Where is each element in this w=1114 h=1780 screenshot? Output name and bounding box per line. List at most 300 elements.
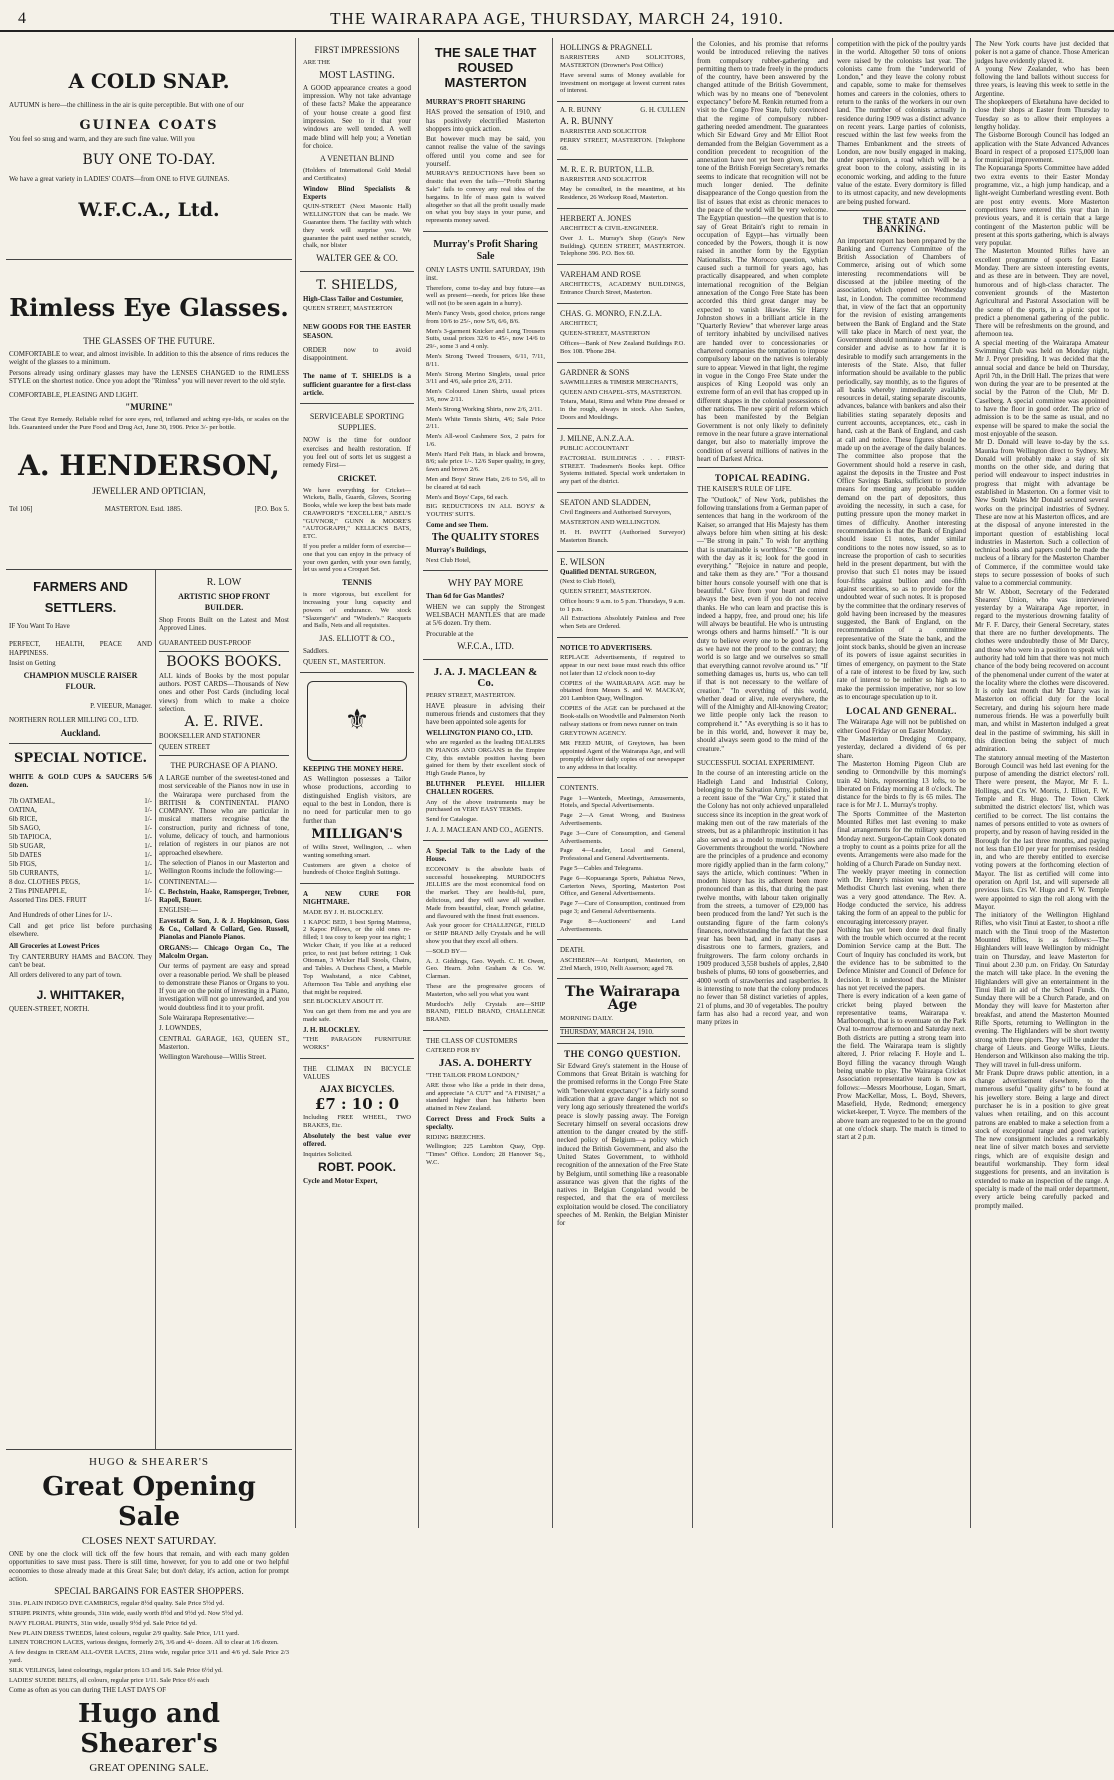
ad-brand: VAREHAM AND ROSE <box>560 270 641 280</box>
ad-text: QUEEN STREET, MASTERTON <box>303 305 393 313</box>
ad-text: Have several sums of Money available for investment on mortgage at lowest current rates of interest. <box>560 71 685 95</box>
ad-text: who are regarded as the leading DEALERS IN PIANOS AND ORGANS in the Empire City, this enviable position having been gained for them by their excellent stock of High Grade Pianos, by <box>426 738 545 778</box>
grocery-item: 5lb CURRANTS, <box>9 869 59 878</box>
ad-heading: DEATH. <box>560 946 585 955</box>
newspaper-title: THE WAIRARAPA AGE, THURSDAY, MARCH 24, 1910. <box>330 9 784 28</box>
ad-text: A. R. BUNNY <box>560 106 602 115</box>
ad-text: PERRY STREET, MASTERTON. <box>426 691 516 699</box>
ad-text: COPIES of the AGE can be purchased at the Book-stalls on Woodville and Palmerston North railway stations or from news runner on train <box>560 705 685 728</box>
ad-text: NEW GOODS FOR THE EASTER SEASON. <box>303 323 411 340</box>
article-text: In the course of an interesting article on the Hadleigh Land and Industrial Colony, belonging to the Salvation Army, published in a recent issue of the "War Cry," it stated that the Colony has not only achieved unparalleled success since its inception in the great work of making men out of the raw materials of the streets, but as a philanthropic institution it has also served as a model to municipalities and Governments throughout the world. "Nowhere are the principles of a prudence and economy more rigidly applied than in the farm colony," says the article, which continues: "When in modern history has its adherent been more pronounced than as this, that during the past twelve months, with labour taken originally from the streets, a turnover of £29,000 has been produced from the land? Yet such is the outstanding figure of the farm colony's finances, notwithstanding the fact that the past year has been bad, and in many cases a disastrous one to farmers, graziers, and fruitgrowers. The farm colony orchards in 1909 produced 3,558 bushels of apples, 2,840 bushels of plums, 60 tons of gooseberries, and 4000 worth of strawberries and raspberries. It is interesting to note that the colony produces no fewer than 58 distinct varieties of apples, 21 of plums, and 30 of vegetables. The poultry farm has also had a record year, and won many prizes in <box>697 769 828 1027</box>
notices <box>557 638 688 778</box>
grocery-price: 1/- <box>144 869 152 878</box>
price-item: Men's Strong Tweed Trousers, 6/11, 7/11, 8/11. <box>426 352 545 368</box>
ad-text: QUEEN ST., MASTERTON. <box>303 657 386 666</box>
ad-text: COPIES of the WAIRARAPA AGE may be obtained from Messrs S. and W. MACKAY, 201 Lambton Quay, Wellington. <box>560 679 685 703</box>
ad-text: GUARANTEED DUST-PROOF <box>159 638 252 647</box>
grocery-price: 1/- <box>144 860 152 869</box>
ad-text <box>560 106 685 115</box>
grocery-row <box>9 842 152 851</box>
editorial-masthead <box>557 979 688 1044</box>
ad-heading: BOOKS BOOKS. <box>166 653 282 670</box>
ad-heading: WHY PAY MORE <box>447 578 524 590</box>
ad-subheading: A VENETIAN BLIND <box>319 154 395 164</box>
page-number: 4 <box>18 10 26 27</box>
doherty-tailor-ad <box>423 1031 548 1173</box>
ad-brand: W.F.C.A., LTD. <box>457 640 514 651</box>
article-heading: THE CONGO QUESTION. <box>564 1049 681 1060</box>
bargain-item: LADIES' SUEDE BELTS, all colours, regular price 1/11. Sale Price 6½ each <box>9 1676 210 1684</box>
ad-heading: CONTENTS. <box>560 784 599 793</box>
ad-brand: ROBT. POOK. <box>317 1160 396 1175</box>
ad-text: QUEEN-STREET, MASTERTON <box>560 330 651 338</box>
grocery-row <box>9 851 152 860</box>
ad-text: AS Wellington possesses a Tailor whose productions, according to distinguished English visitors, are equal to the best in London, there is no need for particular men to go further than <box>303 775 411 825</box>
ad-text: Sole Wairarapa Representative:— <box>159 1013 254 1022</box>
ad-text: Procurable at the <box>426 629 474 638</box>
ad-heading: SPECIAL NOTICE. <box>14 750 147 766</box>
ad-text: Wellington; 225 Lambton Quay, Opp. "Times" Office. London; 28 Hanover Sq., W.C. <box>426 1143 545 1166</box>
gardner-card <box>557 363 688 429</box>
elliott-sporting-ad <box>300 404 414 673</box>
ad-text: MASTERTON. Estd. 1885. <box>104 505 183 514</box>
grocery-row <box>9 797 152 806</box>
ad-text: Window Blind Specialists & Experts <box>303 184 411 202</box>
article-subheading: THE KAISER'S RULE OF LIFE. <box>697 485 792 494</box>
ad-brand: A. R. BUNNY <box>560 116 614 127</box>
coat-of-arms-icon: ⚜ <box>307 681 407 761</box>
ad-text: BARRISTER AND SOLICITOR <box>560 127 647 135</box>
contents-item: Page 1—Wanteds, Meetings, Amusements, Hotels, and Special Advertisements. <box>560 794 685 810</box>
article-text: The "Outlook," of New York, publishes the following translations from a German paper of sentences that hang in the workroom of the Kaiser, so arranged that His Majesty has them always before him when sitting at his desk:—"Be strong in pain." To wish for anything that is unattainable is worthless." "Be content with the day as it is; look for the good in everything." "Rejoice in nature and people, and take them as they are." "For a thousand bitter hours console yourself with one that is beautiful." Give from your heart and mind always the best, even if you do not receive thanks. He who can learn and practise this is indeed a happy, free, and proud one; his life will always be beautiful. He who is untrusting wrongs others and harms himself." "It is our duty to believe every one to be good as long as we have not the proof to the contrary; the world is so large and we ourselves so small that everything cannot revolve around us." "If something damages us, hurts us, who can tell if that is not necessary to the welfare of creation." "In everything of this world, whether dead or alive, rule everywhere, the will of the Almighty and All-knowing Creator; we little people only lack the reason to comprehend it." "As everything is so it has to be in this world, and, however it may be, should always seem good to the mind of the creature." <box>697 495 828 753</box>
ad-text: FACTORIAL BUILDINGS . . . FIRST-STREET. Tradesmen's Books kept. Office Systems initiated. Special work undertaken in any part of the district. <box>560 454 685 486</box>
bargain-item: New PLAIN DRESS TWEEDS, latest colours, regular 2/9 quality. Sale Price, 1/11 yard. <box>9 1629 240 1637</box>
ad-brand: J. A. J. MACLEAN & Co. <box>433 665 538 689</box>
ad-text: CATERED FOR BY <box>426 1047 481 1055</box>
ad-subheading: CHAMPION MUSCLE RAISER FLOUR. <box>23 671 138 692</box>
ad-text: Inquiries Solicited. <box>303 1150 353 1158</box>
ad-text: "THE TAILOR FROM LONDON," <box>426 1072 520 1080</box>
ad-heading: HUGO & SHEARER'S <box>88 1456 210 1468</box>
ad-text: ECONOMY is the absolute basis of successful housekeeping. MURDOCH'S JELLIES are the most economical food on the market. They are health-ful, pure, delicious, and they will save all weather. Made from beautiful, clear, French gelatine, and flavoured with the finest fruit essences. <box>426 865 545 920</box>
ad-text: PUBLIC ACCOUNTANT <box>560 445 629 453</box>
column-6 <box>835 38 968 1528</box>
article-heading: THE STATE AND BANKING. <box>862 215 941 235</box>
ad-text: C. Bechstein, Haake, Ramsperger, Trebner, Rapoli, Bauer. <box>159 887 289 905</box>
ad-text: The name of T. SHIELDS is a sufficient guarantee for a first-class article. <box>303 372 411 398</box>
ad-subheading: "MURINE" <box>125 402 173 413</box>
ad-text: All orders delivered to any part of town. <box>9 971 122 980</box>
ad-subheading: Than 6d for Gas Mantles? <box>426 592 505 601</box>
ad-text: is more vigorous, but excellent for increasing your lung capacity and powers of endurance. We stock "Slazenger's" and "Wisden's." Racquets and Balls, Nets and all requisites. <box>303 591 411 630</box>
ad-heading: FIRST IMPRESSIONS <box>314 45 400 55</box>
ad-brand: A. E. RIVE. <box>184 714 264 731</box>
ad-text: Over J. L. Murray's Shop (Gray's New Building). QUEEN STREET, MASTERTON. Telephone 396. P.O. Box 60. <box>560 234 685 258</box>
ad-brand: Hugo and Shearer's <box>78 1698 220 1759</box>
ad-text: And Hundreds of other Lines for 1/-. <box>9 911 113 920</box>
ad-text: —SOLD BY— <box>426 947 467 955</box>
ad-heading: BUY ONE TO-DAY. <box>82 151 216 168</box>
ad-brand: The QUALITY STORES <box>431 532 540 544</box>
divider <box>837 210 966 211</box>
column-rule <box>692 38 693 1528</box>
ad-text: BARRISTER AND SOLICITOR <box>560 176 647 184</box>
column-rule <box>552 38 553 1528</box>
ad-text: ARE those who like a pride in their dress, and appreciate "A CUT" and "A FINISH," a standard higher than has hitherto been attained in New Zealand. <box>426 1081 545 1113</box>
ad-subheading: SPECIAL BARGAINS FOR EASTER SHOPPERS. <box>54 1586 244 1597</box>
burton-card <box>557 160 688 209</box>
bargain-item: SILK VEILINGS, latest colourings, regular prices 1/3 and 1/6. Sale Price 6½d yd. <box>9 1666 223 1674</box>
ad-text: Office hours: 9 a.m. to 5 p.m. Thursdays, 9 a.m. to 1 p.m. <box>560 597 685 613</box>
blockley-ad <box>300 884 414 1059</box>
grocery-row <box>9 815 152 824</box>
grocery-price: 1/- <box>144 851 152 860</box>
ad-text: May be consulted, in the meantime, at his Residence, 26 Worksop Road, Masterton. <box>560 186 685 201</box>
ad-text: Including FREE WHEEL, TWO BRAKES, Etc. <box>303 1114 411 1130</box>
ad-text: QUEEN STREET, MASTERTON. <box>560 587 652 595</box>
ad-text: H. H. PAVITT (Authorised Surveyor) Masterton Branch. <box>560 528 685 544</box>
bargain-item: STRIPE PRINTS, white grounds, 31in wide, easily worth 8½d and 9½d yd. Now 5½d yd. <box>9 1609 243 1617</box>
ad-brand: J. WHITTAKER, <box>36 988 125 1003</box>
grocery-row <box>9 806 152 815</box>
ad-text: J. LOWNDES, <box>159 1024 202 1033</box>
bargain-item: 31in. PLAIN INDIGO DYE CAMBRICS, regular 8½d quality. Sale Price 5½d yd. <box>9 1600 224 1608</box>
jones-card <box>557 209 688 265</box>
ad-heading: A Special Talk to the Lady of the House. <box>426 847 545 864</box>
ad-brand: GARDNER & SONS <box>560 367 630 377</box>
ad-text: Saddlers. <box>303 647 329 656</box>
ad-text: COMFORTABLE to wear, and almost invisible. In addition to this the absence of rims reduces the weight of the glasses to a minimum. <box>9 350 289 367</box>
price-item: Men's 3-garment Knicker and Long Trousers Suits, usual prices 32/6 to 45/-, now 14/6 to 29/-, some 3 and 4 only. <box>426 327 545 351</box>
article-text: competition with the pick of the poultry yards in the world. Altogether 50 tons of onions were raised by the colonists last year. The colonists came from the "underworld of London," and they leave the colony robust and capable, some to make for themselves homes and careers in the colonies, others to return to the ranks of the workers in our own land. The number of colonists actually in residence during 1909 was a distinct advance on recent years. Large parties of colonists, rescued within the last few weeks from the Thames Embankment and the streets of London, are now busily engaged in making, under supervision, a road which will be a great boon to the colony, assisting in its economic working, and adding to the future value of the estate. Every dormitory is filled to its utmost capacity, and new developments are being pushed forward. <box>837 40 966 206</box>
ad-text: Try CANTERBURY HAMS and BACON. They can't be beat. <box>9 952 152 969</box>
ad-heading: MOST LASTING. <box>319 69 395 81</box>
divider <box>9 743 152 744</box>
column-rule <box>970 38 971 1528</box>
ad-brand: T. SHIELDS, <box>316 278 398 294</box>
ad-heading: Great Opening Sale <box>42 1472 256 1532</box>
price-item: Men's All-wool Cashmere Sox, 2 pairs for 1/6. <box>426 433 545 448</box>
ad-text: HAVE pleasure in advising their numerous friends and customers that they have been appointed sole agents for <box>426 701 545 727</box>
grocery-price: 1/- <box>144 833 152 842</box>
ad-subheading: MURRAY'S PROFIT SHARING <box>426 98 526 106</box>
ad-subheading: ARTISTIC SHOP FRONT BUILDER. <box>178 592 270 612</box>
wilson-dental-card <box>557 552 688 638</box>
ad-subheading: AJAX BICYCLES. <box>319 1084 395 1095</box>
ad-text: MASTERTON AND WELLINGTON. <box>560 519 661 527</box>
ad-text: G. H. CULLEN <box>640 106 685 115</box>
ad-text: But however much may be said, you cannot realise the value of the savings offered until you come and see for yourself. <box>426 135 545 169</box>
article-heading: LOCAL AND GENERAL. <box>846 706 957 717</box>
ad-text: SEE BLOCKLEY ABOUT IT. <box>303 998 384 1006</box>
ad-text: MURRAY'S REDUCTIONS have been so drastic that even the tails—"Profit Sharing Sale" fails to convey any real idea of the bargains. In life of mass gain is waived altogether so that all the profit usually made on what you buy stays in your purse, and represents money saved. <box>426 170 545 225</box>
column-rule <box>832 38 833 1528</box>
contents-box <box>557 778 688 940</box>
ad-subheading: THE GLASSES OF THE FUTURE. <box>83 336 215 346</box>
ad-heading: SETTLERS. <box>44 600 117 615</box>
ad-text: J. A. J. MACLEAN AND CO., AGENTS. <box>426 825 544 834</box>
grocery-item: 2 Tins PINEAPPLE, <box>9 887 67 896</box>
article-text: Sir Edward Grey's statement in the House of Commons that Great Britain is watching for the promised reforms in the Congo Free State with "benevolent expectancy" is a fairly sound indication that a grave danger which not so very long ago seriously threatened the world's peace is slowly passing away. The Foreign Secretary himself on several occasions drew attention to the danger created by the stiff-necked policy of Belgium—a policy which induced the British Government, and also the United States Government, to withhold recognition of the annexation of the Free State by Belgium, until something like a reasonable assurance was given that the rights of the natives in Belgian Congoland would be respected, and that the era of merciless exploitation would be closed. The conciliatory speeches of M. Renkin, the Belgian Minister for <box>557 1061 688 1228</box>
column-rule <box>295 38 296 1528</box>
milne-card <box>557 429 688 493</box>
ad-subheading: ONLY LASTS UNTIL SATURDAY, 19th inst. <box>426 265 545 283</box>
ad-text: Send for Catalogue. <box>426 816 478 824</box>
ad-text: A GOOD appearance creates a good impression. Why not take advantage of these facts? Make the appearance of your house create a good first impression. See to it that your windows are well tended. A well made blind will help you; a Venetian for choice. <box>303 83 411 150</box>
ad-text: Qualified DENTAL SURGEON, <box>560 567 657 576</box>
monro-card <box>557 304 688 362</box>
death-notice <box>557 940 688 979</box>
divider <box>697 467 828 468</box>
price-item: Men's Strong Merino Singlets, usual price 3/11 and 4/6, sale price 2/6, 2/11. <box>426 370 545 386</box>
contents-item: Page 5—Cables and Telegrams. <box>560 865 643 873</box>
ad-text: P. VIEEUR, Manager. <box>90 702 152 711</box>
ad-brand: WALTER GEE & CO. <box>316 253 398 264</box>
grocery-row <box>9 860 152 869</box>
ad-text: Shop Fronts Built on the Latest and Most Approved Lines. <box>159 616 289 633</box>
grocery-item: 5lb SAGO, <box>9 824 41 833</box>
ad-brand: JAS. ELLIOTT & CO., <box>319 634 395 644</box>
ad-heading: FARMERS AND <box>33 579 128 594</box>
ad-text: SAWMILLERS & TIMBER MERCHANTS, <box>560 378 678 386</box>
ad-text: We have a great variety in LADIES' COATS—from ONE to FIVE GUINEAS. <box>9 174 230 183</box>
ad-text: ARE THE <box>303 59 331 66</box>
ad-text: WELLINGTON PIANO CO., LTD. <box>426 728 533 737</box>
ad-subheading: CLOSES NEXT SATURDAY. <box>81 1535 217 1547</box>
ad-text: Offices—Bank of New Zealand Buildings P.O. Box 108. 'Phone 284. <box>560 339 685 355</box>
grocery-price: 1/- <box>144 806 152 815</box>
ad-text: Therefore, come to-day and buy future—as well as present—needs, for prices like these will not (to be seen again in a hurry). <box>426 284 545 308</box>
milligan-ad <box>300 673 414 884</box>
price-item: Men and Boys' Straw Hats, 2/6 to 5/6, all to be cleared at 6d each <box>426 476 545 491</box>
ad-text: Call and get price list before purchasing elsewhere. <box>9 921 152 938</box>
divider <box>159 651 289 652</box>
editorial-date: THURSDAY, MARCH 24, 1910. <box>560 1027 685 1037</box>
gas-mantles-ad <box>423 571 548 659</box>
price-item: Men's Fancy Vests, good choice, prices range from 10/6 to 25/-, now 5/6, 6/6, 8/6. <box>426 309 545 325</box>
ad-text: ASCHBERN—At Kuripuni, Masterton, on 23rd March, 1910, Nelli Asserson; aged 78. <box>560 956 685 972</box>
ad-heading: THE CLASS OF CUSTOMERS <box>426 1036 518 1045</box>
ad-text: REPLACE Advertisements, if required to appear in our next issue must reach this office not later than 12 o'clock noon to-day <box>560 654 685 677</box>
ad-heading: R. LOW <box>206 577 242 588</box>
ad-text: Eavestaff & Son, J. & J. Hopkinson, Goss & Co., Collard & Collard, Geo. Russell, Pianolas and Pianolo Pianos. <box>159 916 289 942</box>
ad-heading: THE SALE THAT ROUSED MASTERTON <box>434 45 537 90</box>
grocery-row <box>9 824 152 833</box>
ad-heading: KEEPING THE MONEY HERE. <box>303 764 404 773</box>
price-item: Men's Strong Working Shirts, now 2/6, 2/11. <box>426 405 543 413</box>
ad-brand: M. R. E. R. BURTON, LL.B. <box>560 164 655 174</box>
ad-text: Ask your grocer for CHALLENGE, FIELD or SHIP BRAND Jelly Crystals and he will show you that they excel all others. <box>426 922 545 945</box>
article-text: An important report has been prepared by the Banking and Currency Committee of the British Association of Chambers of Commerce, arising out of which some interesting recommendations will be discussed at the jubilee meeting of the association, which opened on Wednesday last, in London. The committee recommend that, in view of the fact that an opportunity for the revision of existing arrangements between the Bank of England and the State will take place in March of next year, the Government should nominate a committee to consider and advise as to how far it is desirable to modify such arrangements in the interests of the State. Also, that fuller information should be available to the public periodically, say monthly, as to the figures of all banks whereby immediately available resources in detail, stating separate discounts, advances, balance with bankers and also their liabilities stating separately deposits and current accounts, acceptances, etc., cash in hand, cash at the Bank of England, and cash at call and notice. These figures should be made up on the average of the daily balances. The committee also propose that the Government should hold a reserve in cash, against the deposits in the Trustee and Post Office Savings Banks, sufficient to provide means for meeting any probable sudden demand on the part of depositors, thus avoiding the necessity, in such a case, for putting pressure upon the money market in times of difficulty. Another interesting recommendation is that the Bank of England should issue £1 notes, under similar conditions to the notes now issued, so as to increase the proportion of cash to securities held in the present department, but with the proviso that such £1 notes may be issued four-fifths against bullion and one-fifth against securities, so as to provide for the undoubted wear of such notes. It is proposed by the committee that the ordinary reserves of gold having been increased by the measures suggested, the Bank of England, on the recommendation of a committee representative of the State the bank, and the joint stock banks, should be given an increase of its powers of issue against securities in times of emergency, on payment to the State of a rate of interest to be fixed by law, such rate of interest to be neither so high as to make the permission imperative, nor so low as to encourage speculation up to it. <box>837 236 966 701</box>
ad-text: Come and see Them. <box>426 521 489 530</box>
ad-text: NOW is the time for outdoor exercises and health restoration. If you feel out of sorts let us suggest a remedy First— <box>303 436 411 470</box>
ad-text: We have everything for Cricket—Wickets, Balls, Guards, Gloves, Scoring Books, while we keep the best bats made CRAWFORD'S "EXCELLER," ABEL'S "GUVNOR," GUNN & MOORE'S "AUTOGRAPH," KELLICK'S BATS, ETC. <box>303 486 411 541</box>
ad-text: Murray's Buildings, <box>426 546 487 555</box>
price-label: £7 : 10 : 0 <box>314 1095 400 1114</box>
contents-item: Page 4—Leader, Local and General, Professional and General Advertisements. <box>560 847 685 863</box>
column-3 <box>421 38 550 1528</box>
bargain-item: NAVY FLORAL PRINTS, 31in wide, usually 9½d yd. Sale Price 6d yd. <box>9 1619 197 1627</box>
ad-text: ARCHITECT, <box>560 320 598 328</box>
ad-text: You can get them from me and you are made safe. <box>303 1008 411 1024</box>
ad-heading: THE PURCHASE OF A PIANO. <box>170 760 278 770</box>
ad-text: [P.O. Box 5. <box>254 505 289 514</box>
ad-brand: JAS. A. DOHERTY <box>438 1057 533 1070</box>
grocery-price: 1/- <box>144 878 152 887</box>
ad-heading: SERVICEABLE SPORTING SUPPLIES. <box>309 412 405 433</box>
ad-text: ONE by one the clock will tick off the few hours that remain, and with each many golden opportunities to save must pass. There is still time, however, for you to add one or two helpful economies to those already made at this Great Sale; but don't delay, it's action, action for prompt action. <box>9 1550 289 1583</box>
ad-text: All Extractions Absolutely Painless and Free when Sets are Ordered. <box>560 615 685 631</box>
grocery-item: 7lb OATMEAL, <box>9 797 55 806</box>
price-item: Men's Hard Felt Hats, in black and browns, 8/6; sale price 1/-. 12/6 Super quality, in grey, fawn and brown 2/6. <box>426 450 545 474</box>
ad-text: AUTUMN is here—the chilliness in the air is quite perceptible. But with one of our <box>9 101 244 109</box>
grocery-row <box>9 869 152 878</box>
ad-text: NORTHERN ROLLER MILLING CO., LTD. <box>9 716 139 725</box>
column-rule <box>418 38 419 1528</box>
ad-text: "THE PARAGON FURNITURE WORKS" <box>303 1036 411 1051</box>
grocery-row <box>9 833 152 842</box>
article-text: The Wairarapa Age will not be published on either Good Friday or on Easter Monday. The Masterton Dredging Company, yesterday, declared a dividend of 6s per share. The Masterton Homing Pigeon Club are sending to Ormondville by this morning's train 42 birds, representing 13 lofts, to be liberated on Friday morning at 8 o'clock. The distance for the birds to fly is 65 miles. The race is for Mr J. L. Murray's trophy. The Sports Committee of the Masterton Mounted Rifles met last evening to make final arrangements for the military sports on Monday next. Surgeon-Captain Cook donated a trophy to count as a points prize for all the events. Arrangements were also made for the holding of a Church Parade on Sunday next. The weekly prayer meeting in connection with Dr. Henry's mission was held at the Methodist Church last evening, when there was a very good attendance. The Rev. A. Hodge conducted the service, his address taking the form of an appeal to the public for encouraging intercessory prayer. Nothing has yet been done to deal finally with the trouble which occurred at the recent Dominion Service camp at the Butt. The Court of Inquiry has concluded its work, but the evidence has to be submitted to the Defence Minister and Council of Defence for decision. It is understood that the Minister has not yet received the papers. There is every indication of a keen game of cricket being played between the representative teams, Wairarapa v. Marlborough, that is to eventuate on the Park Oval to-morrow afternoon and Saturday next. Both districts are putting a strong team into the field. The Wairarapa team is slightly altered, J. Prior relacing F. Hoyle and L. Boyd filling the vacancy through Waugh being unable to play. The Wairarapa Cricket Association representative team is now as follows:—Messrs Moorhouse, Logan, Smart, Prow MacKellar, Moss, L. Boyd, Shevers, Masefield, Hyde, Redmond; emergency wicket-keeper, T. Voyce. The members of the above team are requested to be on the ground at one o'clock sharp. The match is timed to start at 2 p.m. <box>837 718 966 1142</box>
ad-brand: A. HENDERSON, <box>18 449 280 483</box>
vareham-card <box>557 265 688 304</box>
ad-text: QUIN-STREET (Next Masonic Hall) WELLINGTON that can be made. We Guarantee them. The facility with which they work will surprise you. We guarantee the paint used neither scratch, chalk, nor blister <box>303 203 411 250</box>
ad-text: MORNING DAILY. <box>560 1015 614 1023</box>
ad-text: Absolutely the best value ever offered. <box>303 1131 411 1149</box>
wfca-coats-ad <box>6 38 292 260</box>
ad-text: PERRY STREET, MASTERTON. [Telephone 68. <box>560 137 685 153</box>
ad-text: Totara, Matai, Rimu and White Pine dressed or in the rough, always in stock. Also Sashes, Doors and Mouldings. <box>560 398 685 421</box>
ad-heading: A NEW CURE FOR NIGHTMARE. <box>303 890 411 907</box>
ad-text: ORGANS:— Chicago Organ Co., The Malcolm Organ. <box>159 943 289 960</box>
grocery-list <box>9 797 152 905</box>
maclean-pianos-ad <box>423 660 548 841</box>
ad-text: All Groceries at Lowest Prices <box>9 942 100 951</box>
ad-text: Customers are given a choice of hundreds of Choice English Suitings. <box>303 861 411 877</box>
column-1-lower <box>6 570 292 1450</box>
column-2 <box>298 38 416 1528</box>
ad-text: A. J. Giddings, Geo. Wyeth. C. H. Owen, Geo. Hearn. John Graham & Co. W. Clarman. <box>426 957 545 981</box>
column-1b <box>156 570 292 1449</box>
hollings-card <box>557 38 688 102</box>
ad-text: QUEEN STREET <box>159 742 211 751</box>
ad-text: CENTRAL GARAGE, 163, QUEEN ST., Masterton. <box>159 1034 289 1051</box>
ad-text: IF You Want To Have <box>9 622 70 630</box>
contents-item: Page 6—Kopuaranga Sports, Pahiatua News, Carterton News, Sporting, Masterton Post Office, and General Advertisements. <box>560 874 685 898</box>
ad-text: COMFORTABLE, PLEASING AND LIGHT. <box>9 391 138 400</box>
ad-text: ARCHITECT & CIVIL-ENGINEER. <box>560 224 659 232</box>
grocery-price: 1/- <box>144 896 152 905</box>
ad-text: Civil Engineers and Authorised Surveyors, <box>560 509 672 517</box>
ad-text: BARRISTERS AND SOLICITORS, MASTERTON (Drowner's Post Office) <box>560 54 685 70</box>
ad-brand: J. MILNE, A.N.Z.A.A. <box>560 433 634 443</box>
murray-prices-ad <box>423 232 548 572</box>
price-item: Men's White Tennis Shirts, 4/6; Sale Price 2/11. <box>426 415 545 431</box>
ad-subheading: CRICKET. <box>337 473 377 483</box>
hugo-shearer-ad <box>6 1450 292 1780</box>
price-item: Men's Coloured Linen Shirts, usual prices 3/6, now 2/11. <box>426 388 545 403</box>
ad-text: Correct Dress and Frock Suits a specialty. <box>426 1115 545 1132</box>
ad-heading: NOTICE TO ADVERTISERS. <box>560 643 652 652</box>
column-7 <box>973 38 1111 1528</box>
ad-text: RIDING BREECHES. <box>426 1133 486 1141</box>
grocery-price: 1/- <box>144 815 152 824</box>
grocery-item: Assorted Tins DES. FRUIT <box>9 896 87 905</box>
ad-heading: Murray's Profit Sharing Sale <box>433 238 538 262</box>
ad-text: ALL kinds of Books by the most popular authors. POST CARDS—Thousands of New ones and other Post Cards (including local views) from which to make a choice selection. <box>159 671 289 714</box>
ad-brand: MILLIGAN'S <box>311 826 403 842</box>
ad-text: A LARGE number of the sweetest-toned and most serviceable of the Pianos now in use in the Wairarapa were purchased from the BRITISH & CONTINENTAL PIANO COMPANY. Those who are particular in musical matters recognise that the construction, purity and richness of tone, volume, delicacy of touch, and harmonious relation of registers in our pianos are not approached elsewhere. <box>159 773 289 857</box>
seaton-card <box>557 493 688 551</box>
ad-subheading: Auckland. <box>60 727 101 738</box>
ad-text: High-Class Tailor and Costumier, <box>303 295 403 304</box>
ad-text: (Next to Club Hotel), <box>560 578 616 586</box>
ad-text: MADE BY J. H. BLOCKLEY. <box>303 908 384 916</box>
ad-subheading: JEWELLER AND OPTICIAN, <box>92 486 206 497</box>
ad-text: WHITE & GOLD CUPS & SAUCERS 5/6 dozen. <box>9 772 152 790</box>
ad-brand: HERBERT A. JONES <box>560 213 632 223</box>
ad-text: BLUTHNER PLEYEL HILLIER CHALLEN ROGERS. <box>426 779 545 797</box>
bargain-item: LINEN TORCHON LACES, various designs, formerly 2/6, 3/6 and 4/- dozen. All to clear at 1/6 dozen. <box>9 1639 279 1647</box>
ad-text: BOOKSELLER AND STATIONER <box>159 732 261 741</box>
masthead <box>0 0 1114 32</box>
editorial-title: The Wairarapa Age <box>564 984 681 1014</box>
grocery-item: 5lb TAPIOCA, <box>9 833 52 842</box>
grocery-price: 1/- <box>144 842 152 851</box>
ad-text: Wellington Warehouse—Willis Street. <box>159 1053 267 1062</box>
article-heading: TOPICAL READING. <box>714 473 811 484</box>
ad-text: The Great Eye Remedy. Reliable relief for sore eyes, red, inflamed and aching eye-lids, or scales on the lids. Guaranteed under the Pure Food and Drug Act, June 30, 1906. Price 3/- per bottle. <box>9 416 289 432</box>
ad-brand: HOLLINGS & PRAGNELL <box>560 43 652 52</box>
ad-text: QUEEN-STREET, NORTH. <box>9 1005 90 1014</box>
article-text: the Colonies, and his promise that reforms would be introduced relieving the natives from compulsory rubber-gathering and permitting them to trade freely in the products of the country, have been answered by the changed attitude of the British Government, which was by no means one of "benevolent expectancy" before M. Renkin returned from a visit to the Congo Free State, fully convinced that the regime of compulsory rubber-gathering needed amendment. The guarantees which Sir Edward Grey and Mr Elliot Root demanded from the Belgian Government as a condition precedent to recognition of the annexation have not yet been given, but the tone of the British Foreign Secretary's remarks seems to indicate that recognition will not be much longer denied. The definite disappearance of the Congo question from the list of issues that exist as chronic menaces to the peace of the world will be very welcome. The Egyptian question—the question that is to say of Great Britain's right to remain in occupation of Egypt—has virtually been conceded by the Powers, though it is now raised in another form by the Egyptian Nationalists. The Morocco question, which caused such a turmoil for years ago, has practically disappeared, and when complete international recognition of the Belgian annexation of the Congo Free State has been accorded this third great danger may be expected to vanish likewise. Sir Harry Johnston shows in a brilliant article in the "Quarterly Review" that wherever large areas of territory inhabited by uncivilised natives are handed over to concessionaries or chartered companies the temptation to impose compulsory labour on the natives is tolerably sure to appear. Viewed in that light, the regime in vogue in the Congo Free State under the auspices of King Leopold was only an extreme form of an evil that has cropped up in different shapes in the colonial possessions of other nations. The new spirit of reform which has been manifested by the Belgian Government is not only likely to definitely remove in the near future a grave international danger, but also to materially improve the condition of several millions of natives in the heart of Darkest Africa. <box>697 40 828 463</box>
grocery-price: 1/- <box>144 824 152 833</box>
ad-text: (Holders of International Gold Medal and Certificates) <box>303 167 411 182</box>
ad-text: Tel 106] <box>9 505 33 514</box>
ad-text: Persons already using ordinary glasses may have the LENSES CHANGED to the RIMLESS STYLE on the shortest notice. Once you adopt the "Rimless" you will never revert to the old style. <box>9 368 289 385</box>
ad-text: Next Club Hotel, <box>426 556 471 564</box>
bunny-card <box>557 102 688 160</box>
column-4 <box>555 38 690 1528</box>
contents-item: Page 8—Auctioneers' and Land Advertisements. <box>560 917 685 933</box>
venetian-blind-ad <box>300 38 414 272</box>
grocery-item: OATINA, <box>9 806 37 815</box>
rimless-glasses-ad <box>6 260 292 570</box>
column-5 <box>695 38 830 1528</box>
ad-text: Insist on Getting <box>9 658 56 667</box>
grocery-row <box>9 896 152 905</box>
column-1a <box>6 570 156 1449</box>
ad-text: 1 KAPOC BED, 1 best Spring Mattress, 2 Kapoc Pillows, or the old ones re-filled; 1 tea cosy to keep your tea right; 1 Wicker Chair, if you like at a reduced price, to rest just before retiring; 1 Oak Ottoman, 3 Wicker Hall Stools, Chairs, and Tables. A Duchess Chest, a Marble Top Washstand, a nice Cabinet, Afternoon Tea Table and anything else that might be required. <box>303 918 411 996</box>
ad-text: Any of the above instruments may be purchased on VERY EASY TERMS. <box>426 798 545 814</box>
ad-heading: A COLD SNAP. <box>68 69 230 93</box>
article-subheading: SUCCESSFUL SOCIAL EXPERIMENT. <box>697 758 815 767</box>
ad-brand: SEATON AND SLADDEN, <box>560 498 651 508</box>
grocery-row <box>9 878 152 887</box>
column-1 <box>6 38 292 1774</box>
ad-text: Our terms of payment are easy and spread over a reasonable period. We shall be pleased to demonstrate these Pianos or Organs to you. If you are on the point of investing in a Piano, investigation will not go unrewarded, and you would doubtless find it to your profit. <box>159 962 289 1012</box>
ad-brand: J. H. BLOCKLEY. <box>303 1025 360 1034</box>
divider <box>159 755 289 756</box>
ad-subheading: TENNIS <box>342 578 372 588</box>
grocery-item: 5lb FIGS, <box>9 860 37 869</box>
ad-text: You feel so snug and warm, and they are such fine value. Will you <box>9 135 195 144</box>
ad-text: CONTINENTAL:— <box>159 877 217 886</box>
ad-text: QUEEN AND CHAPEL-STS, MASTERTON. <box>560 388 682 396</box>
ad-text: PERFECT, HEALTH, PEACE AND HAPPINESS. <box>9 640 152 657</box>
ad-brand: W.F.C.A., Ltd. <box>78 198 220 221</box>
contents-item: Page 7—Cure of Consumption, continued from page 3; and General Advertisements. <box>560 900 685 916</box>
grocery-item: 5lb DATES <box>9 851 42 860</box>
